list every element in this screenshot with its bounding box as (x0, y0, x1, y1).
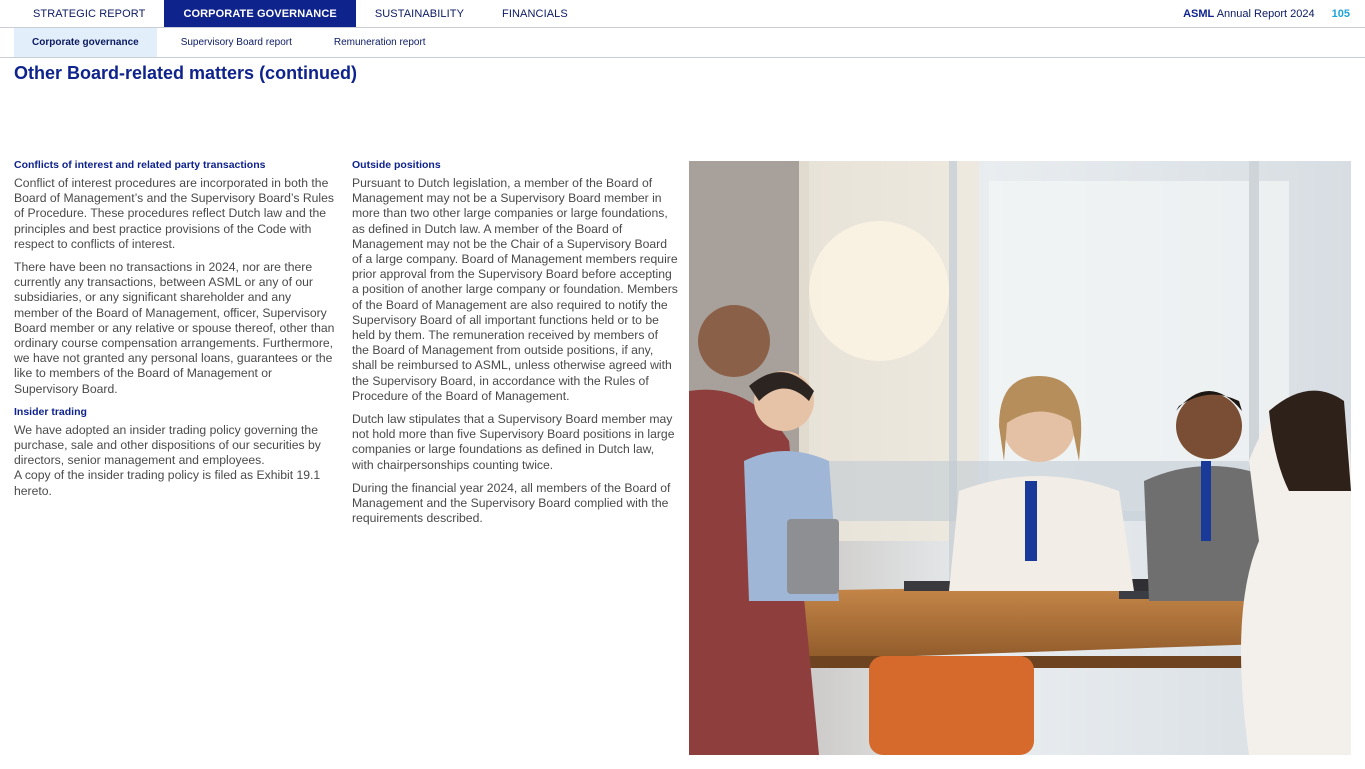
meeting-photo (689, 161, 1351, 755)
tab-corporate-governance[interactable]: CORPORATE GOVERNANCE (164, 0, 355, 27)
report-header (1183, 0, 1350, 27)
outside-positions-paragraph-1: Pursuant to Dutch legislation, a member of the Board of Management may not be a Supervisory Board member in more than two other large companies or large foundations, as defined in Dutch law. A member of the Board of Management may not be the Chair of a Supervisory Board of a large company. Board of Management members require prior approval from the Supervisory Board before accepting a position of another large company or foundation. Members of the Board of Management are also required to notify the Supervisory Board of all important functions held or to be held by them. The remuneration received by members of the Board of Management from outside positions, if any, shall be reimbursed to ASML, unless otherwise agreed with the Supervisory Board, in accordance with the Rules of Procedure of the Board of Management. (352, 176, 678, 403)
insider-trading-paragraph (14, 423, 338, 499)
tab-sustainability[interactable]: SUSTAINABILITY (374, 8, 465, 20)
left-column (14, 158, 338, 507)
insider-trading-text-2: A copy of the insider trading policy is filed as Exhibit 19.1 hereto. (14, 468, 321, 498)
outside-positions-paragraph-2: Dutch law stipulates that a Supervisory Board member may not hold more than five Supervisory Board positions in large companies or large foundations as defined in Dutch law, with chairpersonships counting twice. (352, 412, 675, 472)
insider-trading-heading: Insider trading (14, 405, 87, 418)
outside-positions-paragraph-3: During the financial year 2024, all members of the Board of Management and the Supervisory Board complied with the requirements described. (352, 480, 671, 526)
page-number: 105 (1331, 8, 1350, 20)
top-navigation (0, 0, 1365, 28)
conflicts-paragraph-1: Conflict of interest procedures are incorporated in both the Board of Management’s and the Supervisory Board’s Rules of Procedure. These procedures reflect Dutch law and the principles and best practice provisions of the Code with respect to conflicts of interest. (14, 176, 334, 251)
conflicts-heading: Conflicts of interest and related party transactions (14, 159, 266, 171)
subtab-corporate-governance[interactable]: Corporate governance (14, 28, 157, 57)
meeting-illustration (689, 161, 1351, 755)
conflicts-paragraph-2: There have been no transactions in 2024, nor are there currently any transactions, between ASML or any of our subsidiaries, or any significant shareholder and any member of the Board of Management, officer, Supervisory Board member or any relative or spouse thereof, other than ordinary course compensation arrangements. Furthermore, we have not granted any personal loans, guarantees or the like to members of the Board of Management or Supervisory Board. (14, 260, 335, 396)
subtab-remuneration-report[interactable]: Remuneration report (333, 37, 426, 48)
subsection-tabs (14, 28, 444, 57)
tab-financials[interactable]: FINANCIALS (502, 8, 568, 20)
sub-navigation (0, 28, 1365, 58)
right-column (352, 158, 678, 534)
insider-trading-text-1: We have adopted an insider trading policy governing the purchase, sale and other dispositions of our securities by directors, senior management and employees. (14, 422, 321, 468)
report-name: Annual Report 2024 (1216, 8, 1315, 20)
section-tabs (14, 0, 587, 27)
page-title: Other Board-related matters (continued) (14, 63, 358, 83)
subtab-supervisory-board-report[interactable]: Supervisory Board report (180, 37, 292, 48)
brand-name: ASML (1183, 8, 1215, 20)
outside-positions-heading: Outside positions (352, 159, 441, 171)
tab-strategic-report[interactable]: STRATEGIC REPORT (33, 8, 146, 20)
